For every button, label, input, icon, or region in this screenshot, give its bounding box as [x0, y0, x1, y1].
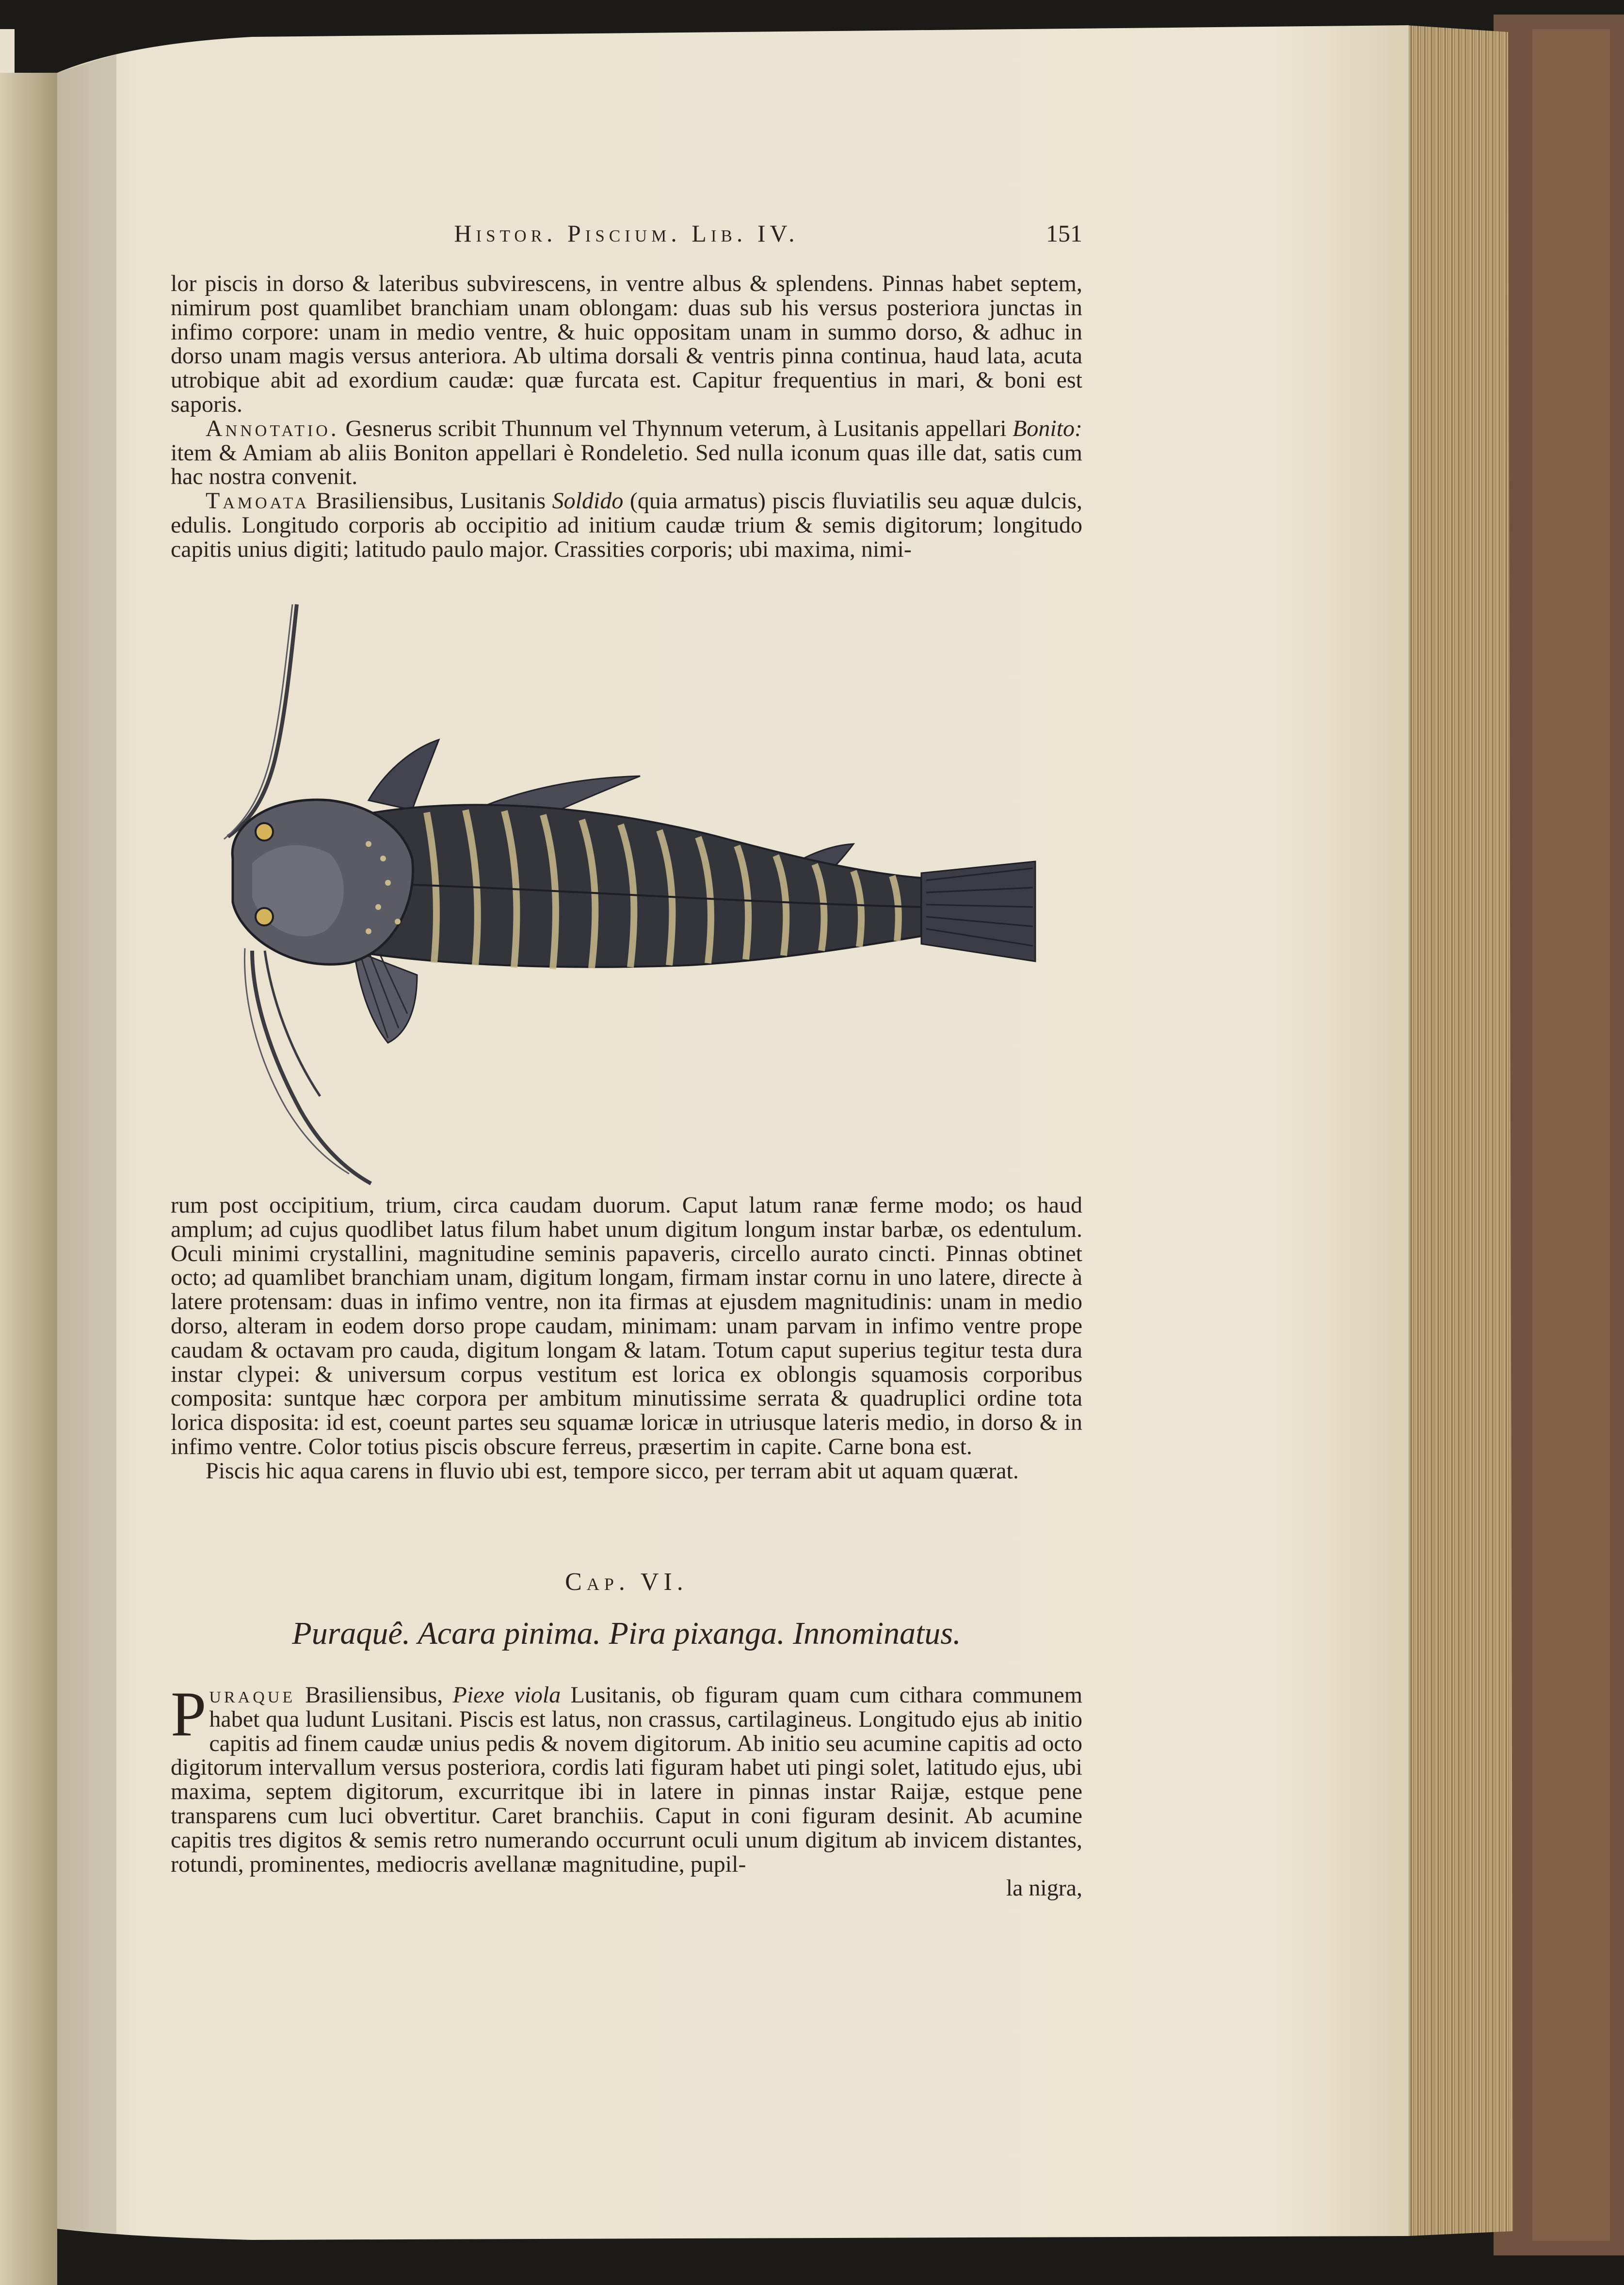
- paragraph-tamoata-continued: rum post occipitium, trium, circa caudam duorum. Caput latum ranæ ferme modo; os haud amplum; ad cujus quodlibet latus filum habet unum digitum longum instar barbæ, os edentulum. Oculi minimi crystallini, magnitudine seminis papaveris, circello aurato cincti. Pinnas obtinet octo; ad quamlibet branchiam unam, digitum longam, firmam instar cornu in uno latere, directe à latere protensam: duas in infimo ventre, non ita firmas at ejusdem magnitudinis: unam in medio dorso, alteram in eodem dorso prope caudam, minimam: unam parvam in infimo ventre prope caudam & octavam pro cauda, digitum longam & latam. Totum caput superius tegitur testa dura instar clypei: & universum corpus vestitum est lorica ex oblongis squamosis corporibus composita: suntque hæc corpora per ambitum minutissime serrata & quadruplici ordine tota lorica disposita: id est, coeunt partes seu squamæ loricæ in utriusque lateris medio, in dorso & in infimo ventre. Color totius piscis obscure ferreus, præsertim in capite. Carne bona est.: [171, 1192, 1082, 1459]
- left-page-edge: [0, 73, 57, 2285]
- text-block-top: [171, 272, 1082, 562]
- running-title: Histor. Piscium. Lib. IV.: [454, 220, 799, 247]
- drop-capital: P: [171, 1678, 207, 1750]
- text-block-bottom: [171, 1678, 1083, 1901]
- paragraph-continuation: lor piscis in dorso & lateribus subvirescens, in ventre albus & splendens. Pinnas habet septem, nimirum post quamlibet branchiam unam oblongam: duas sub his versus posteriora junctas in infimo corpore: unam in medio ventre, & huic oppositam unam in summo dorso, & adhuc in dorso unam magis versus anteriora. Ab ultima dorsali & ventris pinna continua, haud lata, acuta utrobique abit ad exordium caudæ: quæ furcata est. Capitur frequentius in mari, & boni est saporis.: [171, 271, 1082, 417]
- chapter-number: Cap. VI.: [565, 1568, 688, 1596]
- paragraph-tamoata-last: Piscis hic aqua carens in fluvio ubi est, tempore sicco, per terram abit ut aquam quærat.: [206, 1458, 1019, 1484]
- text-block-middle: [171, 1193, 1082, 1483]
- paragraph-tamoata: Tamoata Brasiliensibus, Lusitanis Soldido (quia armatus) piscis fluviatilis seu aquæ dulcis, edulis. Longitudo corporis ab occipitio ad initium caudæ trium & semis digitorum; longitudo capitis unius digiti; latitudo paulo major. Crassities corporis; ubi maxima, nimi-: [171, 488, 1082, 562]
- paragraph-puraque: Puraque Brasiliensibus, Piexe viola Lusitanis, ob figuram quam cum cithara communem habet qua ludunt Lusitani. Piscis est latus, non crassus, cartilagineus. Longitudo ejus ab initio capitis ad finem caudæ unius pedis & novem digitorum. Ab initio seu acumine capitis ad octo digitorum intervallum versus posteriora, cordis lati figuram habet uti pingi solet, latitudo ejus, ubi maxima, septem digitorum, excurritque ibi in latere in pinnas instar Raijæ, estque pene transparens cum luci obvertitur. Caret branchiis. Caput in coni figuram desinit. Ab acumine capitis tres digitos & semis retro numerando occurrunt oculi unum digitum ab invicem distantes, rotundi, prominentes, mediocris avellanæ magnitudine, pupil-: [171, 1678, 1083, 1877]
- annotatio-label: Annotatio.: [206, 415, 339, 441]
- running-head: [171, 219, 1082, 251]
- page-number: 151: [1046, 220, 1082, 247]
- tamoata-name: Tamoata: [206, 488, 310, 514]
- chapter-title: Puraquê. Acara pinima. Pira pixanga. Innominatus.: [292, 1616, 961, 1651]
- puraque-name: uraque: [209, 1682, 296, 1708]
- catchword: la nigra,: [1006, 1875, 1082, 1901]
- fish-eye: [256, 823, 273, 841]
- paragraph-annotatio: Annotatio. Gesnerus scribit Thunnum vel Thynnum veterum, à Lusitanis appellari Bonito: item & Amiam ab aliis Boniton appellari è Rondeletio. Sed nulla iconum quas ille dat, satis cum hac nostra convenit.: [171, 415, 1083, 490]
- page-edge-stack: [1406, 25, 1513, 2236]
